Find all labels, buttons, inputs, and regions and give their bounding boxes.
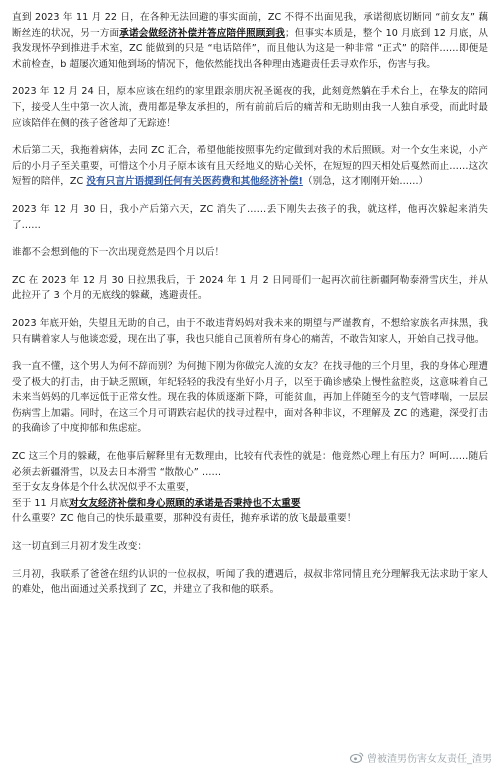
paragraph-6: ZC 在 2023 年 12 月 30 日拉黑我后，于 2024 年 1 月 2 日同哥们一起再次前往新疆阿勒泰滑雪庆生，并从此拉开了 3 个月的无底线的躲藏，逃避责任。 bbox=[12, 274, 488, 302]
paragraph-3-text-a: 术后第二天，我拖着病体，去同 ZC 汇合，希望他能按照事先约定做到对我的术后照顾。对一个女生来说，小产后的小月子至关重要，可惜这个小月子原本该有且天经地义的贴心关怀，在短短的四天相处后戛然而止……这次短暂的陪伴，ZC bbox=[12, 145, 488, 188]
paragraph-5: 谁都不会想到他的下一次出现竟然是四个月以后！ bbox=[12, 247, 225, 259]
paragraph-2: 2023 年 12 月 24 日，原本应该在纽约的家里跟亲朋庆祝圣诞夜的我，此刻竟然躺在手术台上，在挚友的陪同下，接受人生中第一次人流，费用都是挚友承担的，所有前前后后的痛苦和无助则由我一人独自承受，而此时最应该陪伴在侧的孩子爸爸却了无踪迹！ bbox=[12, 86, 488, 129]
paragraph-9 bbox=[12, 449, 488, 527]
paragraph-9-text-c1: 至于 11 月底 bbox=[12, 497, 70, 509]
document-body bbox=[12, 10, 488, 608]
paragraph-3 bbox=[12, 143, 488, 190]
paragraph-1-highlight: 承诺会做经济补偿并答应陪伴照顾到我 bbox=[119, 27, 285, 39]
paragraph-7: 2023 年底开始，失望且无助的自己，由于不敢违背妈妈对我未来的期望与严谨教育，不想给家族名声抹黑，我只有瞒着家人与他谈恋爱，现在出了事，我也只能自己顶着所有身心的痛苦，不敢告知家人，开始自己找寻他。 bbox=[12, 317, 488, 345]
paragraph-9-text-b: 至于女友身体是个什么状况似乎不太重要， bbox=[12, 482, 196, 494]
paragraph-9-line-b bbox=[12, 480, 488, 496]
paragraph-9-line-a: ZC 这三个月的躲藏，在他事后解释里有无数理由，比较有代表性的就是：他竟然心理上有压力？呵呵……随后必须去新疆滑雪，以及去日本滑雪 “散散心” …… bbox=[12, 451, 488, 478]
paragraph-3-highlight: 没有只言片语提到任何有关医药费和其他经济补偿! bbox=[86, 176, 303, 188]
paragraph-8: 我一直不懂，这个男人为何不辞而别？为何抛下刚为你做完人流的女友？在找寻他的三个月里，我的身体心理遭受了极大的打击，由于缺乏照顾，年纪轻轻的我没有坐好小月子，以至于确诊感染上慢性盆腔炎，这意味着自己未来当妈妈的几率远低于正常女性。现在我的体质逐渐下降，可能贫血，再加上伴随至今的支气管哮喘，一层层伤病雪上加霜。同时，在这三个月可谓跌宕起伏的找寻过程中，面对各种非议，不理解及 ZC 的逃避，深受打击的我确诊了中度抑郁和焦虑症。 bbox=[12, 361, 488, 435]
paragraph-9-highlight: 对女友经济补偿和身心照顾的承诺是否秉持也不太重要 bbox=[69, 497, 301, 509]
paragraph-1 bbox=[12, 10, 488, 72]
paragraph-9-line-d: 什么重要？ZC 他自己的快乐最重要，那种没有责任，抛弃承诺的放飞最最重要！ bbox=[12, 513, 357, 525]
paragraph-9-line-c bbox=[12, 496, 488, 512]
paragraph-1-text-c: ；但事实本质是，整个 10 月底到 12 月底，从我发现怀孕到推进手术室，ZC 能做到的只是 “电话陪伴”，而且他认为这是一种非常 “正式” 的陪伴……即便是术前检查，b 超屡次通知他到场的情况下，他依然能找出各种理由逃避责任丢寻欢作乐，伤害与我。 bbox=[12, 27, 488, 70]
paragraph-1-text-a: 直到 2023 年 11 月 22 日，在各种无法回避的事实面前，ZC 不得不出面见我，承诺彻底切断同 “前女友” 藕断丝连的状况，另一方面 bbox=[12, 12, 488, 39]
weibo-logo-icon bbox=[350, 752, 364, 763]
paragraph-4: 2023 年 12 月 30 日，我小产后第六天，ZC 消失了……丢下刚失去孩子的我，就这样，他再次躲起来消失了…… bbox=[12, 203, 488, 231]
paragraph-10: 这一切直到三月初才发生改变： bbox=[12, 541, 148, 553]
weibo-watermark bbox=[350, 750, 492, 765]
paragraph-3-text-c: （别急，这才刚刚开始……） bbox=[302, 176, 429, 188]
paragraph-11: 三月初，我联系了爸爸在纽约认识的一位叔叔，听闻了我的遭遇后，叔叔非常同情且充分理解我无法求助于家人的难处，他出面通过关系找到了 ZC，并建立了我和他的联系。 bbox=[12, 568, 488, 596]
watermark-text: 曾被渣男伤害女友责任_渣男 bbox=[367, 754, 492, 765]
